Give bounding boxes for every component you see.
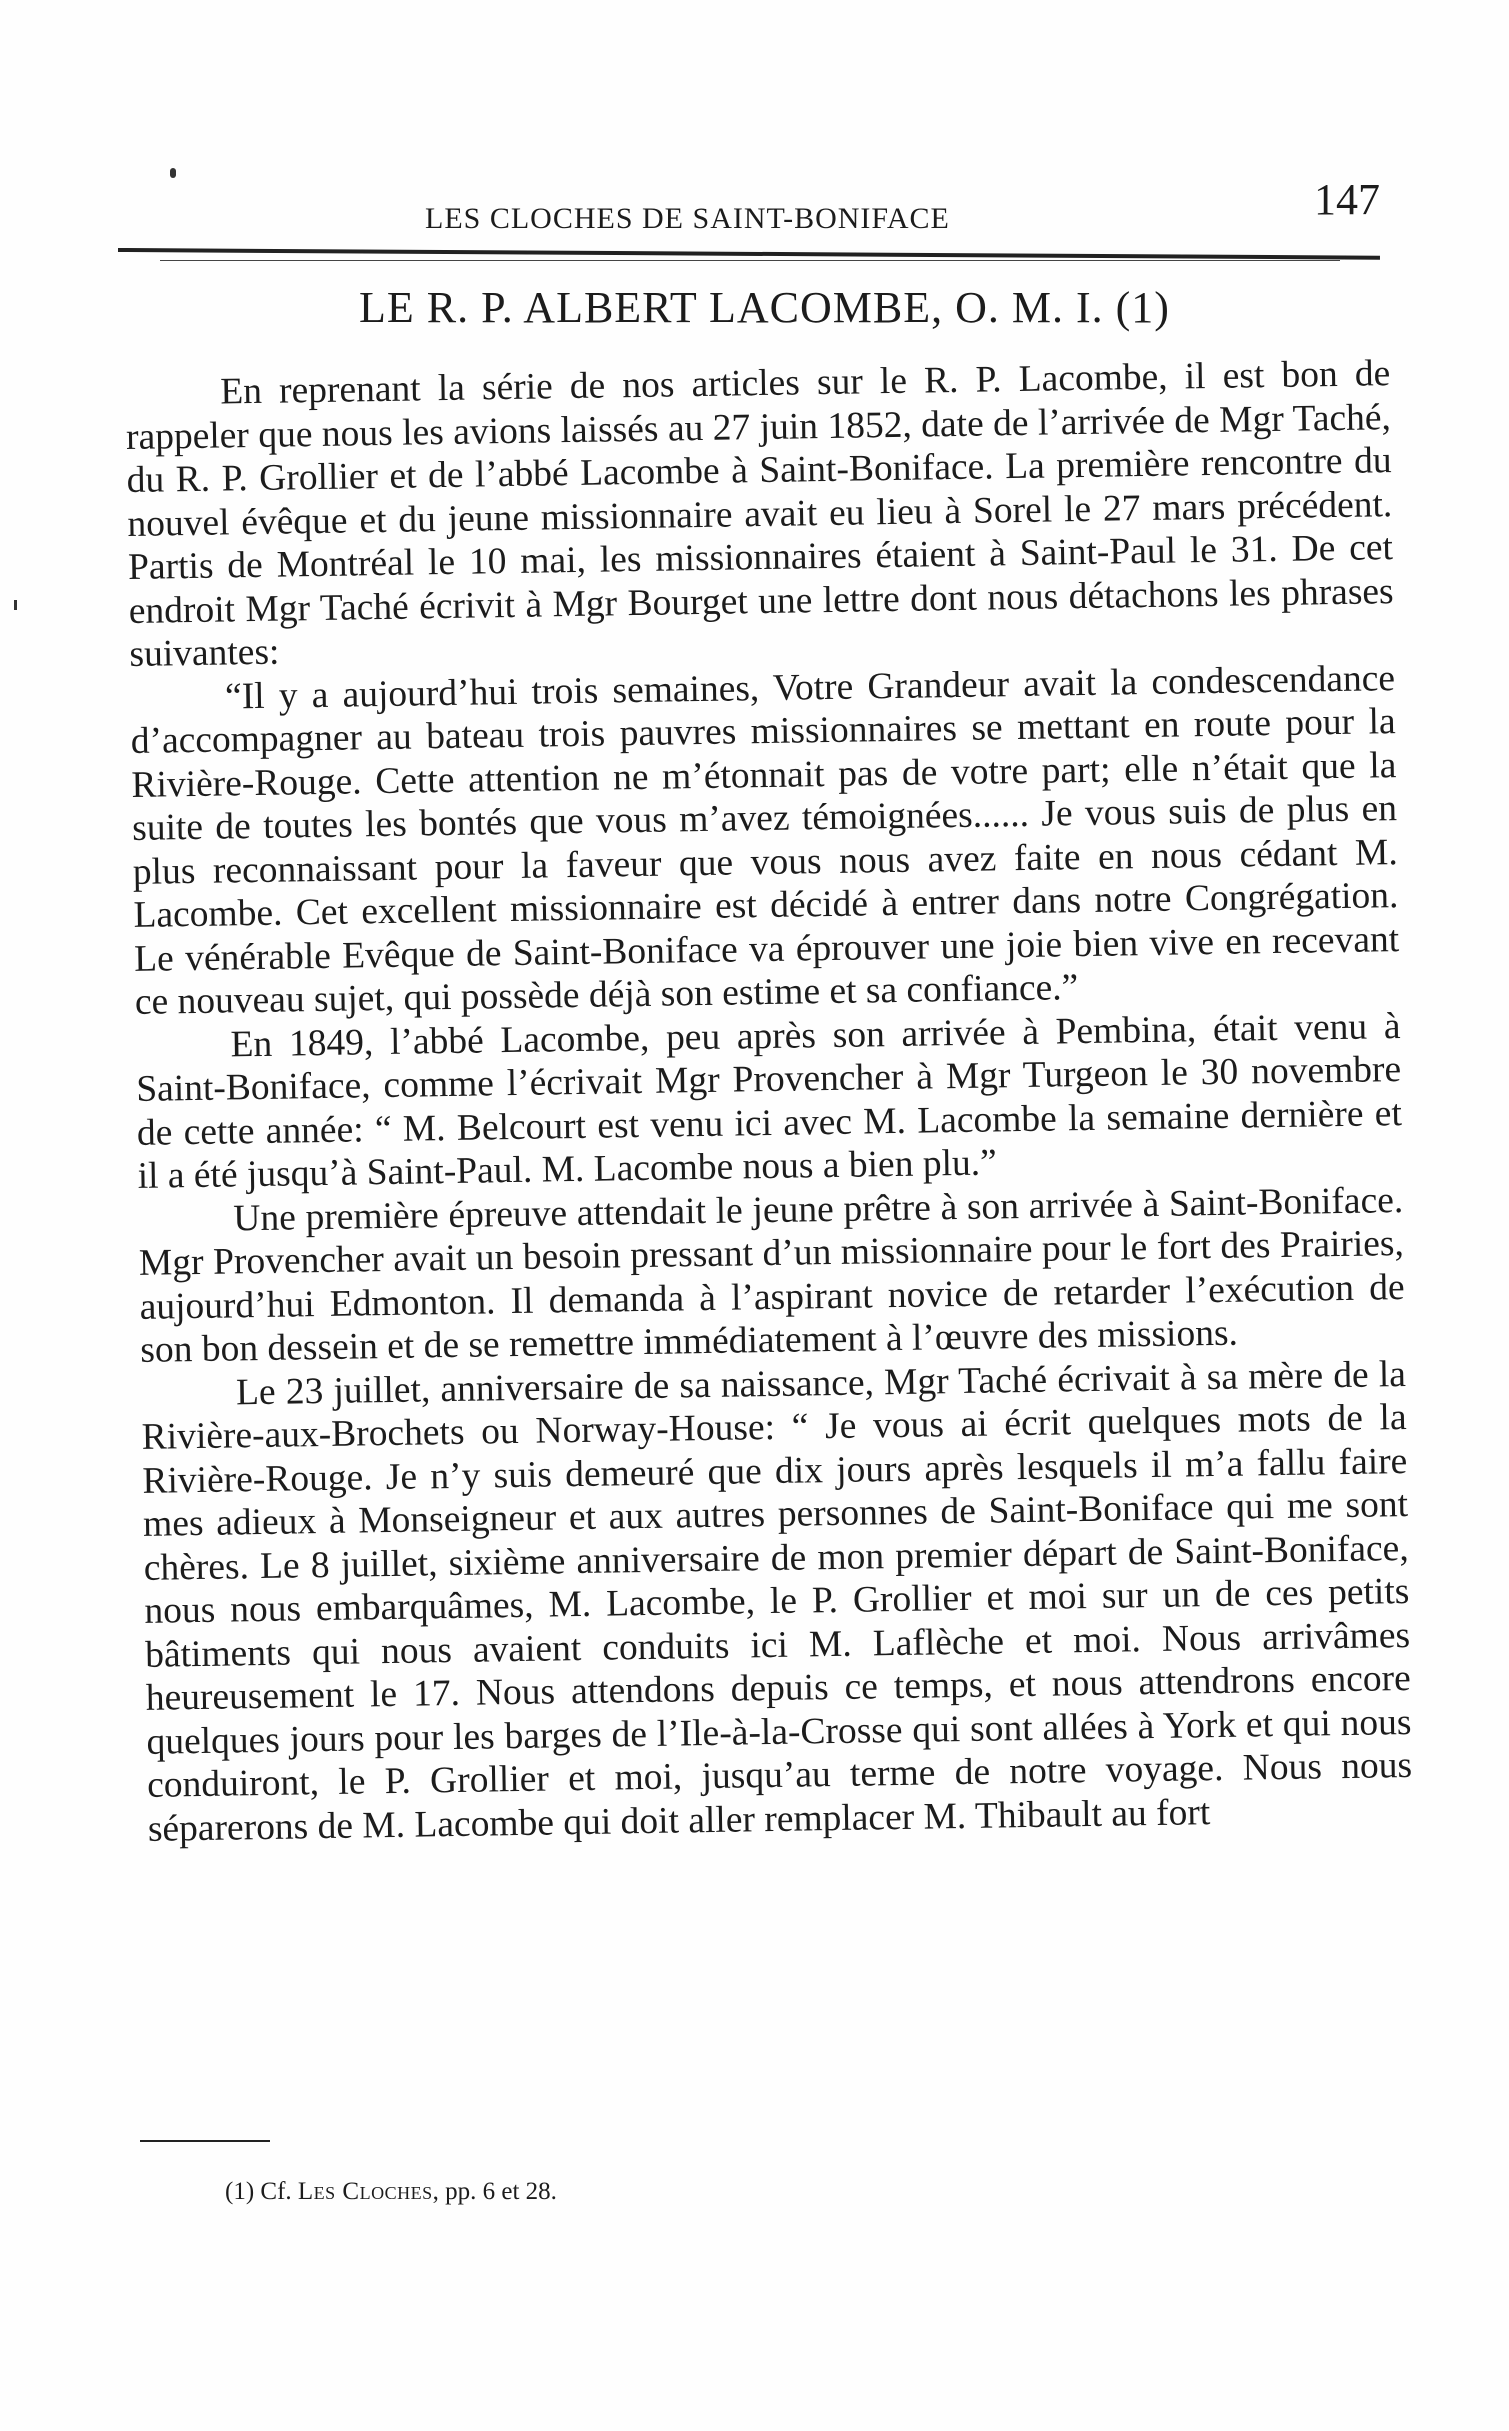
- footnote-source: Les Cloches: [297, 2178, 433, 2205]
- header-rule-thin: [160, 260, 1340, 261]
- paragraph: Le 23 juillet, anniversaire de sa naissance, Mgr Taché écrivait à sa mère de la Rivière-aux-Brochets ou Norway-House: “ Je vous ai écrit quelques mots de la Rivière-Rouge. Je n’y suis demeuré que dix jours après lesquels il m’a fallu faire mes adieux à Monseigneur et aux autres personnes de Saint-Boniface qui me sont chères. Le 8 juillet, sixième anniversaire de mon premier départ de Saint-Boniface, nous nous embarquâmes, M. Lacombe, le P. Grollier et moi sur un de ces petits bâtiments qui nous avaient conduits ici M. Laflèche et moi. Nous arrivâmes heureusement le 17. Nous attendons depuis ce temps, et nous attendrons encore quelques jours pour les barges de l’Ile-à-la-Crosse qui sont allées à York et qui nous conduiront, le P. Grollier et moi, jusqu’au terme de notre voyage. Nous nous séparerons de M. Lacombe qui doit aller remplacer M. Thibault au fort: [141, 1353, 1413, 1850]
- article-title: LE R. P. ALBERT LACOMBE, O. M. I. (1): [359, 283, 1170, 332]
- running-title: LES CLOCHES DE SAINT-BONIFACE: [425, 202, 950, 235]
- footnote-marker: (1): [225, 2178, 255, 2205]
- paragraph: En 1849, l’abbé Lacombe, peu après son arrivée à Pembina, était venu à Saint-Boniface, comme l’écrivait Mgr Provencher à Mgr Turgeon le 30 novembre de cette année: “ M. Belcourt est venu ici avec M. Lacombe la semaine dernière et il a été jusqu’à Saint-Paul. M. Lacombe nous a bien plu.”: [135, 1005, 1403, 1197]
- paragraph: En reprenant la série de nos articles sur le R. P. Lacombe, il est bon de rappeler que nous les avions laissés au 27 juin 1852, date de l’arrivée de Mgr Taché, du R. P. Grollier et de l’abbé Lacombe à Saint-Boniface. La première rencontre du nouvel évêque et du jeune missionnaire avait eu lieu à Sorel le 27 mars précédent. Partis de Montréal le 10 mai, les missionnaires étaient à Saint-Paul le 31. De cet endroit Mgr Taché écrivit à Mgr Bourget une lettre dont nous détachons les phrases suivantes:: [125, 353, 1394, 675]
- running-header: [120, 172, 1380, 252]
- article-body: [125, 352, 1413, 1851]
- footnote-pages: , pp. 6 et 28.: [432, 2178, 557, 2205]
- page-number: 147: [1314, 175, 1380, 224]
- quoted-paragraph: “Il y a aujourd’hui trois semaines, Votre Grandeur avait la condescendance d’accompagner au bateau trois pauvres missionnaires se mettant en route pour la Rivière-Rouge. Cette attention ne m’étonnait pas de votre part; elle n’était que la suite de toutes les bontés que vous m’avez témoignées...... Je vous suis de plus en plus reconnaissant pour la faveur que vous nous avez faite en nous cédant M. Lacombe. Cet excellent missionnaire est décidé à entrer dans notre Congrégation. Le vénérable Evêque de Saint-Boniface va éprouver une joie bien vive en recevant ce nouveau sujet, qui possède déjà son estime et sa confiance.”: [130, 657, 1400, 1023]
- scan-speck: [170, 168, 176, 178]
- footnote: [225, 2178, 557, 2206]
- footnote-rule: [140, 2140, 270, 2142]
- footnote-prefix: Cf.: [260, 2178, 292, 2205]
- paragraph: Une première épreuve attendait le jeune prêtre à son arrivée à Saint-Boniface. Mgr Provencher avait un besoin pressant d’un missionnaire pour le fort des Prairies, aujourd’hui Edmonton. Il demanda à l’aspirant novice de retarder l’exécution de son bon dessein et de se remettre immédiatement à l’œuvre des missions.: [138, 1179, 1405, 1371]
- scan-speck: [14, 600, 17, 610]
